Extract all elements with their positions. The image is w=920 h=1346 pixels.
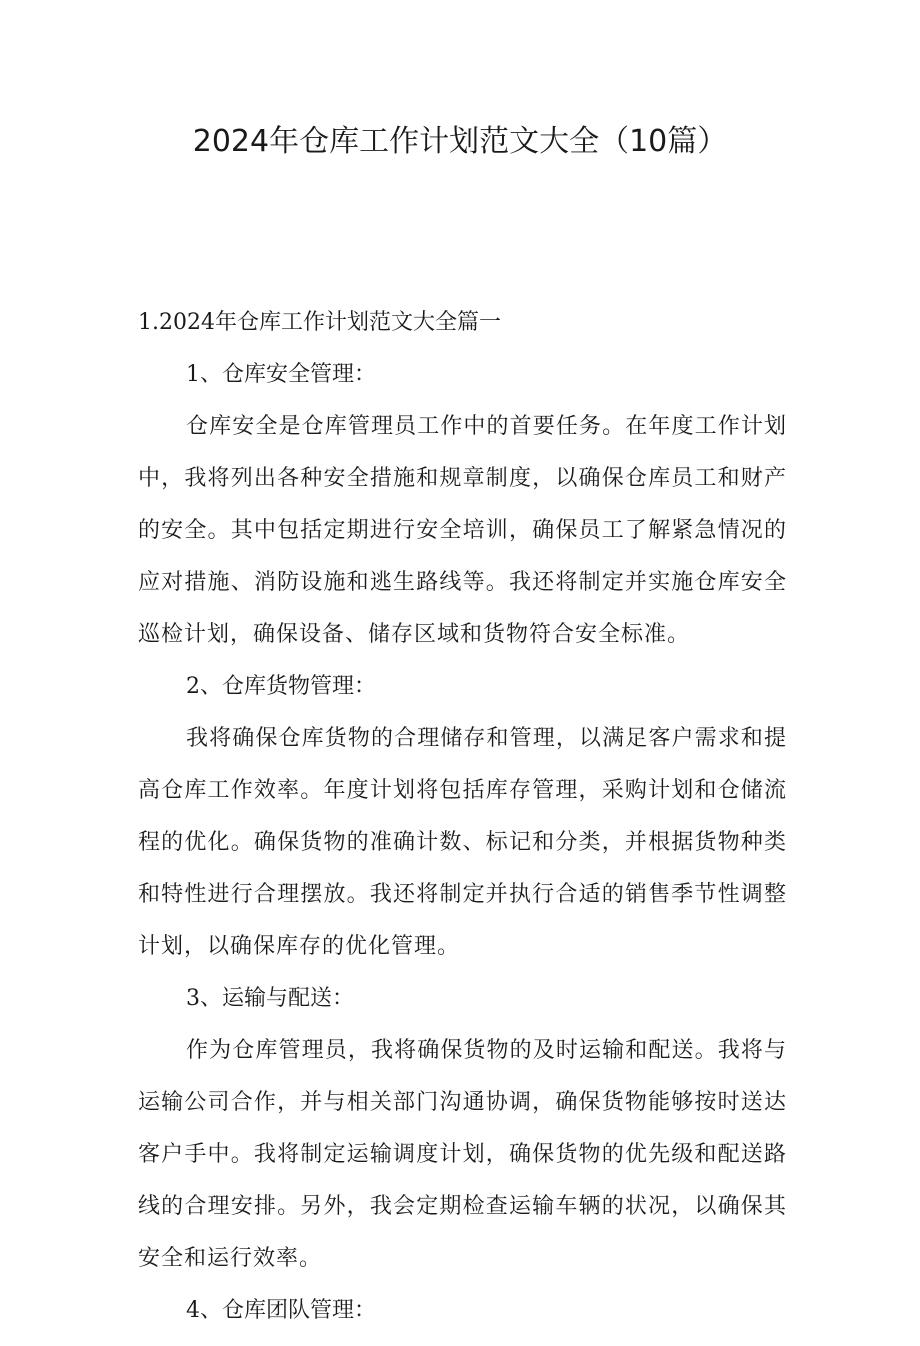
paragraph-line: 和特性进行合理摆放。我还将制定并执行合适的销售季节性调整	[138, 882, 786, 907]
paragraph-line: 仓库安全是仓库管理员工作中的首要任务。在年度工作计划	[186, 414, 786, 439]
paragraph-line: 程的优化。确保货物的准确计数、标记和分类，并根据货物种类	[138, 830, 786, 855]
document-title: 2024年仓库工作计划范文大全（10篇）	[192, 124, 728, 159]
paragraph-line: 安全和运行效率。	[138, 1246, 323, 1271]
paragraph-line: 巡检计划，确保设备、储存区域和货物符合安全标准。	[138, 622, 691, 647]
section-heading: 2、仓库货物管理：	[186, 674, 376, 699]
paragraph-line: 高仓库工作效率。年度计划将包括库存管理，采购计划和仓储流	[138, 778, 786, 803]
paragraph-line: 运输公司合作，并与相关部门沟通协调，确保货物能够按时送达	[138, 1090, 786, 1115]
paragraph-line: 我将确保仓库货物的合理储存和管理，以满足客户需求和提	[186, 726, 786, 751]
paragraph-line: 客户手中。我将制定运输调度计划，确保货物的优先级和配送路	[138, 1142, 786, 1167]
section-paragraph	[138, 1034, 786, 1276]
article-heading: 1.2024年仓库工作计划范文大全篇一	[138, 310, 501, 335]
paragraph-line: 作为仓库管理员，我将确保货物的及时运输和配送。我将与	[186, 1038, 786, 1063]
paragraph-line: 计划，以确保库存的优化管理。	[138, 934, 461, 959]
paragraph-line: 中，我将列出各种安全措施和规章制度，以确保仓库员工和财产	[138, 466, 786, 491]
section-heading: 4、仓库团队管理：	[186, 1298, 376, 1323]
section-paragraph	[138, 410, 786, 652]
section-paragraph	[138, 722, 786, 964]
paragraph-line: 线的合理安排。另外，我会定期检查运输车辆的状况，以确保其	[138, 1194, 786, 1219]
document-body	[138, 306, 786, 1346]
paragraph-line: 应对措施、消防设施和逃生路线等。我还将制定并实施仓库安全	[138, 570, 786, 595]
section-heading: 3、运输与配送：	[186, 986, 354, 1011]
paragraph-line: 的安全。其中包括定期进行安全培训，确保员工了解紧急情况的	[138, 518, 786, 543]
section-heading: 1、仓库安全管理：	[186, 362, 376, 387]
